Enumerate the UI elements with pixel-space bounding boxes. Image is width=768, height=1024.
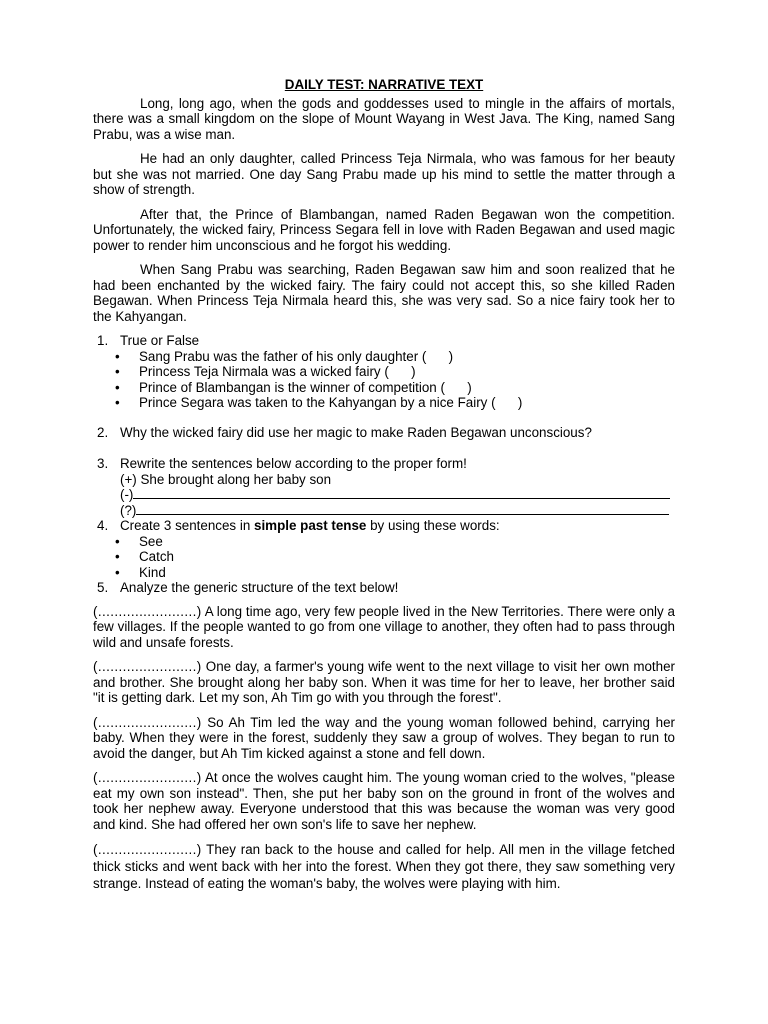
question-1: [93, 333, 675, 411]
structure-paragraph-2: [93, 659, 675, 706]
structure-blank[interactable]: (........................): [93, 842, 202, 857]
story-paragraph-3: After that, the Prince of Blambangan, named Raden Begawan won the competition. Unfortunately, the wicked fairy, Princess Segara fell in love with Raden Begawan and used magic power to render him unconscious and he forgot his wedding.: [93, 206, 675, 253]
structure-paragraph-3: [93, 715, 675, 762]
story-paragraph-4: When Sang Prabu was searching, Raden Begawan saw him and soon realized that he had been enchanted by the wicked fairy. The fairy could not accept this, so she killed Raden Begawan. When Princess Teja Nirmala heard this, she was very sad. So a nice fairy took her to the Kahyangan.: [93, 262, 675, 324]
word-item: • See: [139, 534, 675, 550]
story-paragraph-1: Long, long ago, when the gods and goddesses used to mingle in the affairs of mortals, there was a small kingdom on the slope of Mount Wayang in West Java. The King, named Sang Prabu, was a wise man.: [93, 95, 675, 142]
question-text-end: by using these words:: [366, 518, 500, 533]
word-list: [93, 534, 675, 581]
emphasis-text: simple past tense: [254, 518, 367, 533]
structure-text: So Ah Tim led the way and the young woman followed behind, carrying her baby. When they were in the forest, suddenly they saw a group of wolves. They began to run to avoid the danger, but Ah Tim kicked against a stone and fell down.: [93, 714, 675, 761]
question-number: 2.: [97, 424, 109, 440]
true-false-item: • Prince of Blambangan is the winner of competition ( ): [139, 380, 675, 396]
question-answer-line[interactable]: [136, 503, 669, 515]
question-text: True or False: [120, 333, 200, 348]
question-number: 5.: [97, 580, 109, 595]
question-3: [93, 456, 675, 518]
question-2: [93, 425, 675, 441]
question-text: Create 3 sentences in: [120, 518, 254, 533]
question-text: Why the wicked fairy did use her magic to make Raden Begawan unconscious?: [120, 424, 592, 440]
question-label: (?): [120, 502, 137, 518]
structure-blank[interactable]: (........................): [93, 603, 202, 619]
structure-blank[interactable]: (........................): [93, 770, 202, 785]
question-number: 1.: [97, 333, 109, 348]
negative-label: (-): [120, 487, 134, 502]
question-text: Rewrite the sentences below according to the proper form!: [120, 456, 467, 471]
structure-paragraph-5: [93, 841, 675, 892]
question-number: 3.: [97, 456, 109, 471]
true-false-item: • Princess Teja Nirmala was a wicked fairy ( ): [139, 364, 675, 380]
structure-blank[interactable]: (........................): [93, 659, 202, 674]
structure-text: They ran back to the house and called for help. All men in the village fetched thick sticks and went back with her into the forest. When they got there, they saw something very strange. Instead of eating the woman's baby, the wolves were playing with him.: [93, 842, 675, 891]
true-false-list: [93, 349, 675, 411]
positive-sentence: (+) She brought along her baby son: [120, 471, 332, 487]
question-5: [93, 580, 675, 596]
structure-text: A long time ago, very few people lived in the New Territories. There were only a few villages. If the people wanted to go from one village to another, they often had to pass through wild and unsafe forests.: [93, 603, 675, 650]
question-text: Analyze the generic structure of the text below!: [120, 580, 399, 595]
structure-paragraph-1: [93, 604, 675, 651]
negative-answer-line[interactable]: [133, 487, 670, 499]
structure-text: At once the wolves caught him. The young woman cried to the wolves, "please eat my own son instead". Then, she put her baby son on the ground in front of the wolves and took her nephew away. Everyone understood that this was because the woman was very good and kind. She had offered her own son's life to save her nephew.: [93, 770, 675, 832]
word-item: • Kind: [139, 565, 675, 581]
true-false-item: • Prince Segara was taken to the Kahyangan by a nice Fairy ( ): [139, 395, 675, 411]
question-4: [93, 518, 675, 580]
structure-text: One day, a farmer's young wife went to the next village to visit her own mother and brother. She brought along her baby son. When it was time for her to leave, her brother said "it is getting dark. Let my son, Ah Tim go with you through the forest".: [93, 659, 675, 705]
story-paragraph-2: He had an only daughter, called Princess Teja Nirmala, who was famous for her beauty but she was not married. One day Sang Prabu made up his mind to settle the matter through a show of strength.: [93, 151, 675, 197]
question-number: 4.: [97, 518, 109, 533]
structure-paragraph-4: [93, 770, 675, 832]
page-title: DAILY TEST: NARRATIVE TEXT: [284, 77, 484, 92]
word-item: • Catch: [139, 549, 675, 565]
true-false-item: • Sang Prabu was the father of his only daughter ( ): [139, 349, 675, 365]
test-document: [93, 77, 675, 901]
structure-blank[interactable]: (........................): [93, 714, 202, 730]
